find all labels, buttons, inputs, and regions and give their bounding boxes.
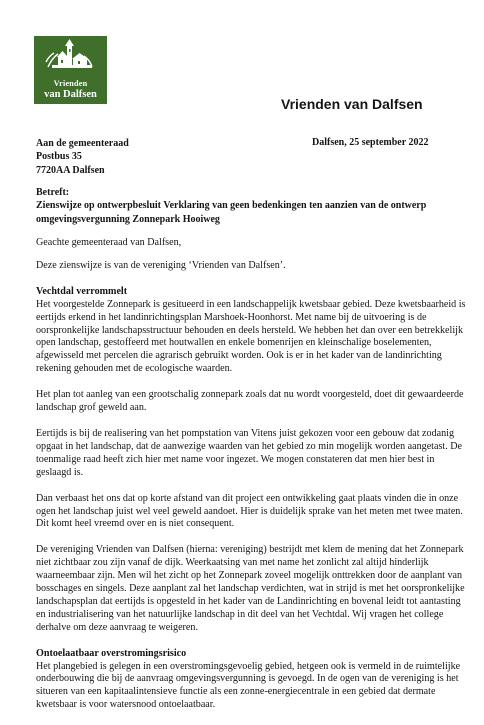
letter-body bbox=[36, 237, 468, 725]
letter-date: Dalfsen, 25 september 2022 bbox=[312, 137, 429, 148]
subject-text: Zienswijze op ontwerpbesluit Verklaring van geen bedenkingen ten aanzien van de ontwerp omgevingsvergunning Zonnepark Hooiweg bbox=[36, 200, 427, 225]
recipient-po-box: Postbus 35 bbox=[36, 151, 82, 163]
logo-text-line-1: Vrienden bbox=[53, 79, 88, 88]
paragraph: Eertijds is bij de realisering van het pompstation van Vitens juist gekozen voor een gebouw dat zodanig opgaat in het landschap, dat de aanwezige waarden van het gebied zo min mogelijk worden aangetast. De toenmalige raad heeft zich hier met name voor ingezet. We mogen constateren dat men hier best in geslaagd is. bbox=[36, 427, 463, 478]
paragraph: De vereniging Vrienden van Dalfsen (hierna: vereniging) bestrijdt met klem de mening dat het Zonnepark niet zichtbaar zou zijn vanaf de dijk. Weerkaatsing van met name het zonlicht zal altijd hinderlijk waarneembaar zijn. Men wil het zicht op het Zonnepark zoveel mogelijk onttrekken door de aanplant van bosschages en singels. Deze aanplant zal het landschap verdichten, wat in strijd is met het oorspronkelijke landschapsplan dat eertijds is opgesteld in het kader van de Landinrichting en bovenal leidt tot aantasting en industrialisering van het natuurlijke landschap in dit deel van het Vechtdal. Wij vragen het college derhalve om deze aanvraag te weigeren. bbox=[36, 544, 465, 633]
section-heading-overstroming: Ontoelaatbaar overstromingsrisico bbox=[36, 647, 187, 659]
subject-block bbox=[36, 186, 468, 226]
recipient-postcode-city: 7720AA Dalfsen bbox=[36, 164, 105, 176]
salutation: Geachte gemeenteraad van Dalfsen, bbox=[36, 237, 182, 248]
paragraph: Het plangebied is gelegen in een overstromingsgevoelig gebied, hetgeen ook is vermeld in de ruimtelijke onderbouwing die bij de aanvraag omgevingsvergunning is gevoegd. In de ogen van de vereniging is het situeren van een kapitaalintensieve functie als een zonne-energiecentrale in een gebied dat dermate kwetsbaar is voor watersnood ontoelaatbaar. bbox=[36, 660, 461, 711]
paragraph: Dan verbaast het ons dat op korte afstand van dit project een ontwikkeling gaat plaats vinden die in onze ogen het landschap juist wel veel geweld aandoet. Hier is duidelijk sprake van het meten met twee maten. Dit komt heel vreemd over en is niet consequent. bbox=[36, 492, 463, 530]
subject-label: Betreft: bbox=[36, 187, 70, 198]
recipient-address bbox=[36, 137, 129, 177]
organization-logo bbox=[34, 36, 107, 104]
paragraph: Het plan tot aanleg van een grootschalig zonnepark zoals dat nu wordt voorgesteld, doet dit gewaardeerde landschap grof geweld aan. bbox=[36, 389, 464, 414]
paragraph: Het voorgestelde Zonnepark is gesitueerd in een landschappelijk kwetsbaar gebied. Deze kwetsbaarheid is eertijds erkend in het landinrichtingsplan Marshoek-Hoonhorst. Met name bij de uitvoering is de oorspronkelijke landschapsstructuur behouden en deels hersteld. We hebben het dan over een betrekkelijk open landschap, gestoffeerd met houtwallen en enkele bomenrijen en kleinschalige boselementen, afgewisseld met percelen die agrarisch gebruikt worden. Ook is er in het kader van de landinrichting rekening gehouden met de ecologische waarden. bbox=[36, 298, 466, 375]
logo-text-line-2: van Dalfsen bbox=[44, 89, 97, 100]
intro-paragraph: Deze zienswijze is van de vereniging ‘Vrienden van Dalfsen’. bbox=[36, 259, 286, 271]
recipient-name: Aan de gemeenteraad bbox=[36, 138, 129, 149]
section-heading-vechtdal: Vechtdal verrommelt bbox=[36, 285, 128, 297]
letterhead-organization-name: Vrienden van Dalfsen bbox=[281, 96, 423, 112]
